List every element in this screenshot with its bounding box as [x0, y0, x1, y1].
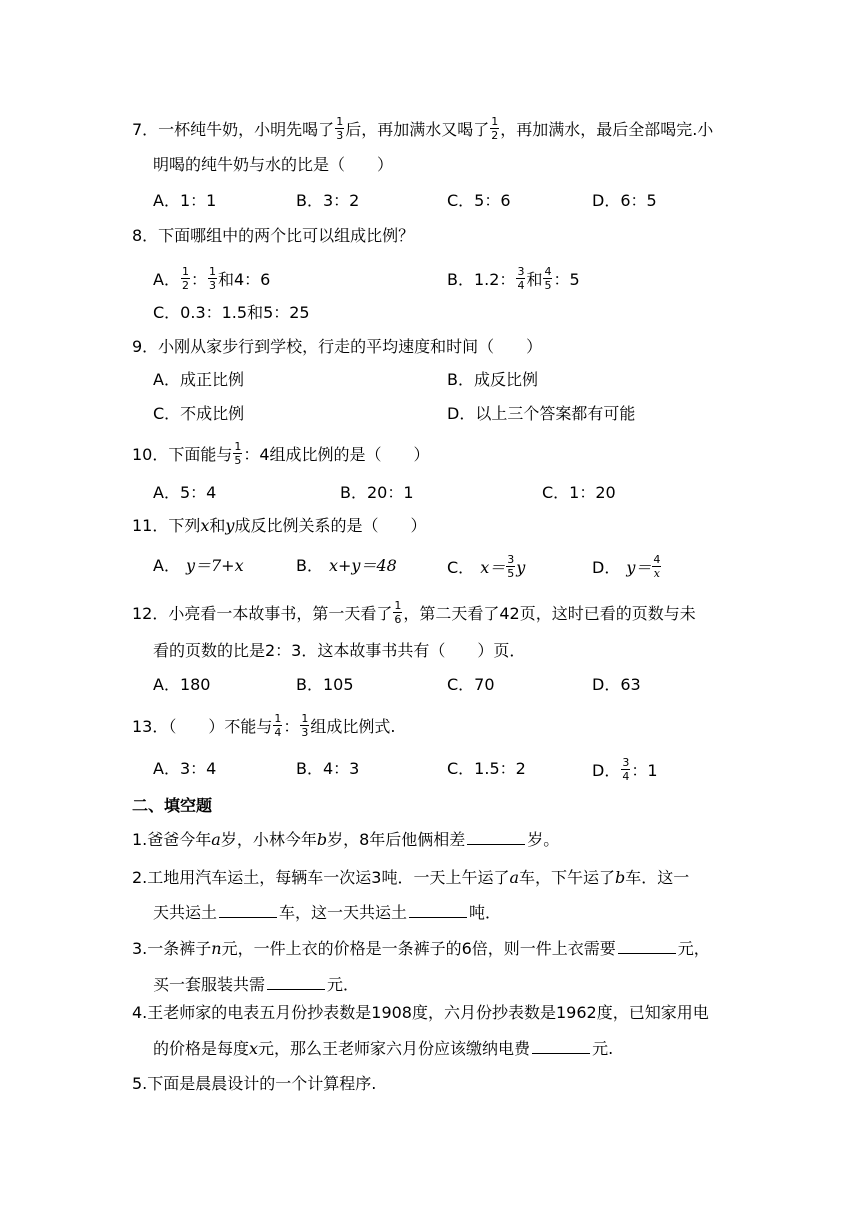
q9-option-d: D．以上三个答案都有可能: [447, 404, 636, 423]
answer-blank[interactable]: [618, 939, 676, 954]
q9-option-c: C．不成比例: [153, 404, 245, 423]
q13-stem: 13．（ ）不能与 $\frac{1}{4}$ ： $\frac{1}{3}$ 组成比例式.: [132, 712, 396, 739]
q8-stem: 8．下面哪组中的两个比可以组成比例？: [132, 226, 415, 245]
q11-stem: 11．下列x和y成反比例关系的是（ ）: [132, 516, 427, 535]
fraction: $\frac{1}{2}$: [181, 265, 189, 292]
q12-line2: 看的页数的比是2：3．这本故事书共有（ ）页．: [153, 641, 526, 660]
q12-option-a: A．180: [153, 675, 211, 694]
q9-option-a: A．成正比例: [153, 370, 244, 389]
q10-option-b: B．20：1: [340, 483, 414, 502]
q12-option-d: D．63: [592, 675, 641, 694]
fraction: $\frac{1}{6}$: [394, 599, 402, 626]
fraction: $\frac{3}{5}$: [507, 553, 515, 580]
fill-q4-line2: 的价格是每度x元，那么王老师家六月份应该缴纳电费 元.: [153, 1039, 614, 1058]
fill-q1: 1.爸爸今年a岁，小林今年b岁，8年后他俩相差 岁。: [132, 830, 560, 849]
q13-option-b: B．4：3: [296, 759, 360, 778]
fraction: $\frac{1}{3}$: [208, 265, 216, 292]
answer-blank[interactable]: [267, 975, 325, 990]
answer-blank[interactable]: [532, 1039, 590, 1054]
fraction: $\frac{3}{4}$: [517, 265, 525, 292]
q10-option-c: C．1：20: [542, 483, 616, 502]
q10-stem: 10．下面能与 $\frac{1}{5}$ ：4组成比例的是（ ）: [132, 440, 430, 467]
fill-q3-line1: 3.一条裤子n元，一件上衣的价格是一条裤子的6倍，则一件上衣需要 元，: [132, 939, 710, 958]
q7-line1: 7．一杯纯牛奶，小明先喝了 $\frac{1}{3}$ 后，再加满水又喝了 $\frac{1}{2}$ ，再加满水，最后全部喝完.小: [132, 115, 714, 142]
answer-blank[interactable]: [467, 830, 525, 845]
fill-q2-line2: 天共运土 车，这一天共运土 吨．: [153, 903, 502, 922]
q12-line1: 12．小亮看一本故事书，第一天看了 $\frac{1}{6}$ ，第二天看了42页，这时已看的页数与未: [132, 599, 696, 626]
fraction: $\frac{1}{2}$: [491, 115, 499, 142]
fraction: $\frac{1}{3}$: [301, 712, 309, 739]
fraction: $\frac{1}{3}$: [336, 115, 344, 142]
fraction: $\frac{3}{4}$: [622, 756, 630, 783]
q7-option-c: C．5：6: [447, 191, 511, 210]
q11-option-d: D． y＝ $\frac{4}{x}$: [592, 553, 661, 580]
fill-q2-line1: 2.工地用汽车运土，每辆车一次运3吨．一天上午运了a车，下午运了b车．这一: [132, 868, 690, 887]
q7-option-a: A．1：1: [153, 191, 217, 210]
q12-option-c: C．70: [447, 675, 495, 694]
fill-q5-line1: 5.下面是晨晨设计的一个计算程序.: [132, 1074, 377, 1093]
q7-option-d: D．6：5: [592, 191, 657, 210]
q8-option-a: A． $\frac{1}{2}$ ： $\frac{1}{3}$ 和4：6: [153, 265, 271, 292]
fraction: $\frac{1}{5}$: [234, 440, 242, 467]
q9-stem: 9．小刚从家步行到学校，行走的平均速度和时间（ ）: [132, 337, 543, 356]
answer-blank[interactable]: [219, 903, 277, 918]
answer-blank[interactable]: [409, 903, 467, 918]
q13-option-a: A．3：4: [153, 759, 217, 778]
section-title: 二、填空题: [132, 796, 213, 815]
q9-option-b: B．成反比例: [447, 370, 538, 389]
q13-option-c: C．1.5：2: [447, 759, 526, 778]
q13-option-d: D． $\frac{3}{4}$ ：1: [592, 756, 658, 783]
q7-line2: 明喝的纯牛奶与水的比是（ ）: [153, 155, 394, 174]
fill-q4-line1: 4.王老师家的电表五月份抄表数是1908度，六月份抄表数是1962度，已知家用电: [132, 1003, 709, 1022]
fraction: $\frac{4}{x}$: [653, 553, 661, 580]
q11-option-b: B． x+y＝48: [296, 556, 397, 575]
q8-option-b: B．1.2： $\frac{3}{4}$ 和 $\frac{4}{5}$ ：5: [447, 265, 580, 292]
q11-option-c: C． x＝ $\frac{3}{5}$ y: [447, 553, 526, 580]
fraction: $\frac{1}{4}$: [274, 712, 282, 739]
q7-option-b: B．3：2: [296, 191, 360, 210]
q12-option-b: B．105: [296, 675, 354, 694]
fill-q3-line2: 买一套服装共需 元．: [153, 975, 360, 994]
q8-option-c: C．0.3：1.5和5：25: [153, 303, 310, 322]
q11-option-a: A． y＝7+x: [153, 556, 244, 575]
q10-option-a: A．5：4: [153, 483, 217, 502]
fraction: $\frac{4}{5}$: [544, 265, 552, 292]
